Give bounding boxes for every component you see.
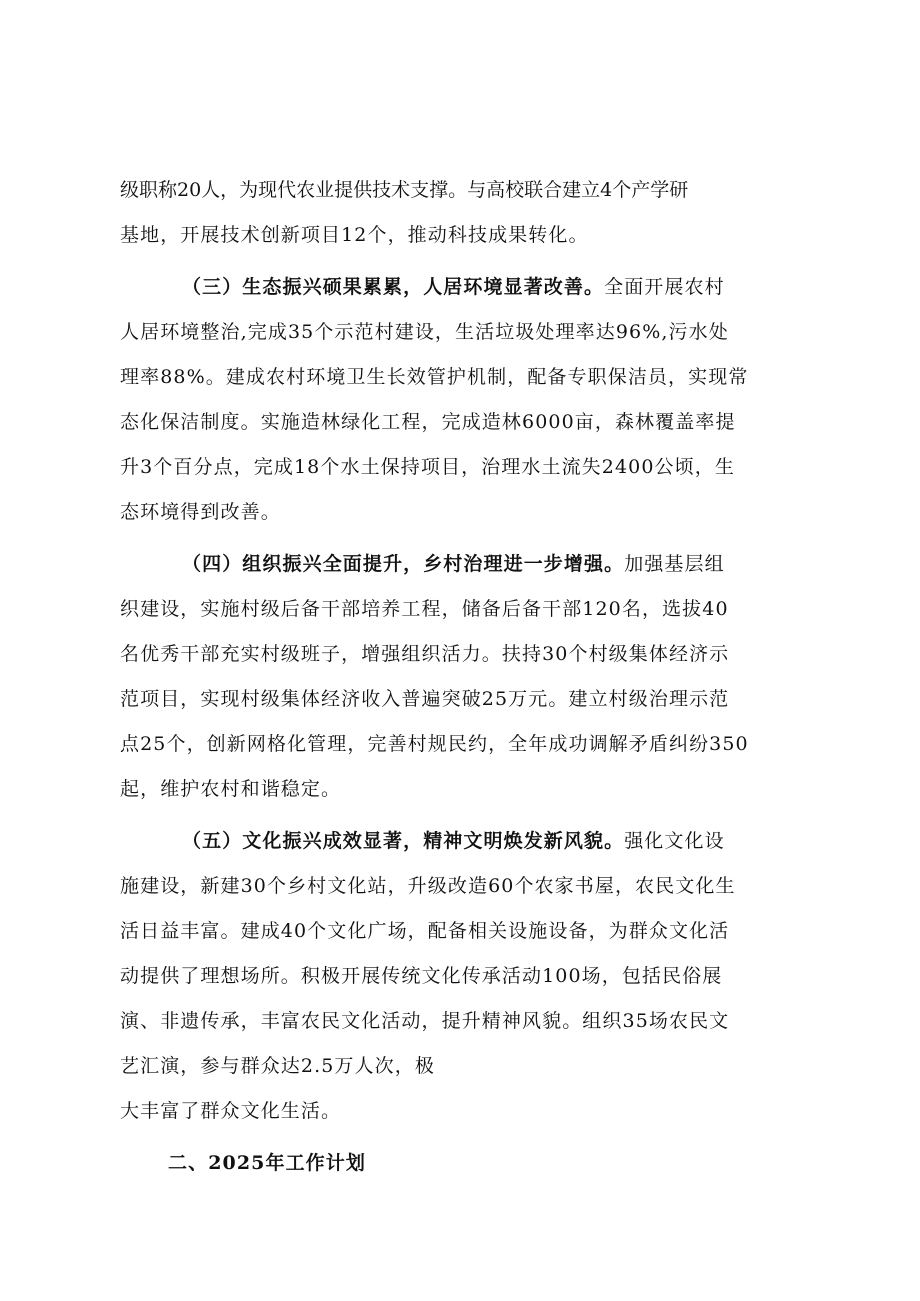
line-text: 强化文化设 bbox=[624, 830, 725, 852]
line-text: 点25个，创新网格化管理，完善村规民约，全年成功调解矛盾纠纷350 bbox=[120, 733, 749, 755]
line-text: 理率88%。建成农村环境卫生长效管护机制，配备专职保洁员，实现常 bbox=[120, 366, 749, 388]
text-line bbox=[120, 999, 804, 1044]
text-line bbox=[120, 632, 804, 677]
text-line bbox=[120, 168, 804, 213]
line-text: 升3个百分点，完成18个水土保持项目，治理水土流失2400公顷，生 bbox=[120, 456, 735, 478]
line-text: 范项目，实现村级集体经济收入普遍突破25万元。建立村级治理示范 bbox=[120, 688, 730, 710]
line-text: 艺汇演，参与群众达2.5万人次，极 bbox=[120, 1055, 435, 1077]
text-line bbox=[120, 677, 804, 722]
line-text: 起，维护农村和谐稳定。 bbox=[120, 778, 342, 800]
text-line bbox=[120, 722, 804, 767]
line-text: 态环境得到改善。 bbox=[120, 501, 281, 523]
paragraph-heading: （五）文化振兴成效显著，精神文明焕发新风貌。 bbox=[182, 830, 625, 852]
text-line bbox=[120, 445, 804, 490]
line-text: 活日益丰富。建成40个文化广场，配备相关设施设备，为群众文化活 bbox=[120, 920, 730, 942]
line-text: 动提供了理想场所。积极开展传统文化传承活动100场，包括民俗展 bbox=[120, 965, 723, 987]
text-line bbox=[120, 909, 804, 954]
text-line bbox=[120, 355, 804, 400]
line-text: 基地，开展技术创新项目12个，推动科技成果转化。 bbox=[120, 224, 589, 246]
paragraph-first-line bbox=[120, 542, 804, 587]
section-heading bbox=[120, 1141, 804, 1186]
line-text: 加强基层组 bbox=[624, 553, 725, 575]
line-text: 施建设，新建30个乡村文化站，升级改造60个农家书屋，农民文化生 bbox=[120, 875, 736, 897]
text-line bbox=[120, 1089, 804, 1134]
line-text: 织建设，实施村级后备干部培养工程，储备后备干部120名，选拔40 bbox=[120, 598, 729, 620]
section-heading-text: 二、2025年工作计划 bbox=[168, 1152, 366, 1174]
line-text: 演、非遗传承，丰富农民文化活动，提升精神风貌。组织35场农民文 bbox=[120, 1010, 730, 1032]
paragraph-heading: （四）组织振兴全面提升，乡村治理进一步增强。 bbox=[182, 553, 625, 575]
text-line bbox=[120, 213, 804, 258]
line-text: 级职称20人，为现代农业提供技术支撑。与高校联合建立4个产学研 bbox=[120, 179, 689, 201]
text-line bbox=[120, 400, 804, 445]
paragraph-first-line bbox=[120, 265, 804, 310]
paragraph-first-line bbox=[120, 819, 804, 864]
text-line bbox=[120, 954, 804, 999]
line-text: 大丰富了群众文化生活。 bbox=[120, 1100, 342, 1122]
line-text: 名优秀干部充实村级班子，增强组织活力。扶持30个村级集体经济示 bbox=[120, 643, 730, 665]
text-line bbox=[120, 310, 804, 355]
line-text: 态化保洁制度。实施造林绿化工程，完成造林6000亩，森林覆盖率提 bbox=[120, 411, 736, 433]
line-text: 全面开展农村 bbox=[604, 276, 725, 298]
document-body bbox=[120, 168, 804, 1186]
text-line bbox=[120, 1044, 804, 1089]
line-text: 人居环境整治,完成35个示范村建设，生活垃圾处理率达96%,污水处 bbox=[120, 321, 729, 343]
text-line bbox=[120, 490, 804, 535]
paragraph-heading: （三）生态振兴硕果累累，人居环境显著改善。 bbox=[182, 276, 605, 298]
text-line bbox=[120, 587, 804, 632]
text-line bbox=[120, 864, 804, 909]
text-line bbox=[120, 767, 804, 812]
